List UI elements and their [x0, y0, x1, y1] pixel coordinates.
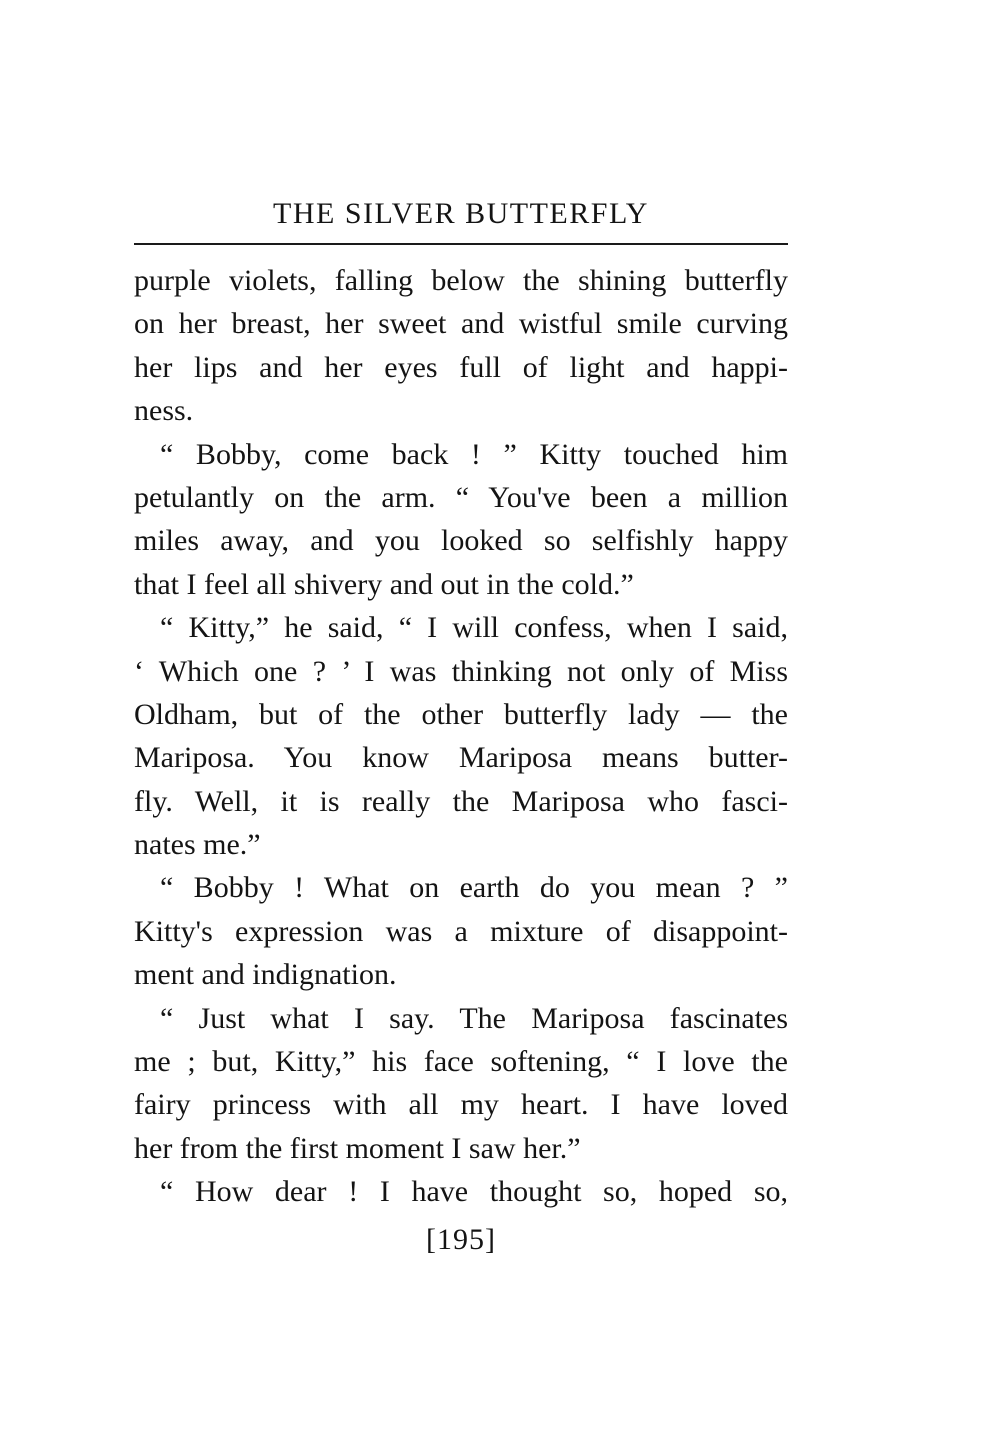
- text-line: that I feel all shivery and out in the cold.”: [134, 567, 634, 601]
- text-line: ment and indignation.: [134, 958, 397, 992]
- text-line: on her breast, her sweet and wistful smile curving: [134, 307, 788, 341]
- text-line: “ Bobby, come back ! ” Kitty touched him: [160, 437, 788, 471]
- text-line: Kitty's expression was a mixture of disappoint-: [134, 914, 788, 948]
- header-rule: [134, 243, 788, 245]
- text-line: petulantly on the arm. “ You've been a million: [134, 480, 788, 514]
- text-line: ness.: [134, 394, 194, 428]
- text-line: “ Bobby ! What on earth do you mean ? ”: [160, 871, 788, 905]
- text-line: “ Just what I say. The Mariposa fascinates: [160, 1001, 788, 1035]
- page-number: [195]: [426, 1223, 496, 1256]
- text-line: nates me.”: [134, 828, 261, 862]
- text-line: her lips and her eyes full of light and happi-: [134, 350, 788, 384]
- text-line: purple violets, falling below the shining butterfly: [134, 264, 788, 297]
- running-head: THE SILVER BUTTERFLY: [273, 197, 649, 230]
- text-line: Mariposa. You know Mariposa means butter-: [134, 741, 788, 775]
- text-line: Oldham, but of the other butterfly lady — the: [134, 697, 788, 731]
- text-line: miles away, and you looked so selfishly happy: [134, 524, 788, 558]
- text-line: “ Kitty,” he said, “ I will confess, when I said,: [160, 611, 788, 645]
- text-line: ‘ Which one ? ’ I was thinking not only of Miss: [134, 654, 788, 688]
- body-text: [134, 259, 788, 1214]
- text-line: “ How dear ! I have thought so, hoped so,: [160, 1175, 788, 1209]
- text-line: fairy princess with all my heart. I have loved: [134, 1088, 788, 1122]
- text-line: fly. Well, it is really the Mariposa who fasci-: [134, 784, 788, 818]
- text-line: me ; but, Kitty,” his face softening, “ I love the: [134, 1045, 788, 1079]
- text-line: her from the first moment I saw her.”: [134, 1131, 581, 1165]
